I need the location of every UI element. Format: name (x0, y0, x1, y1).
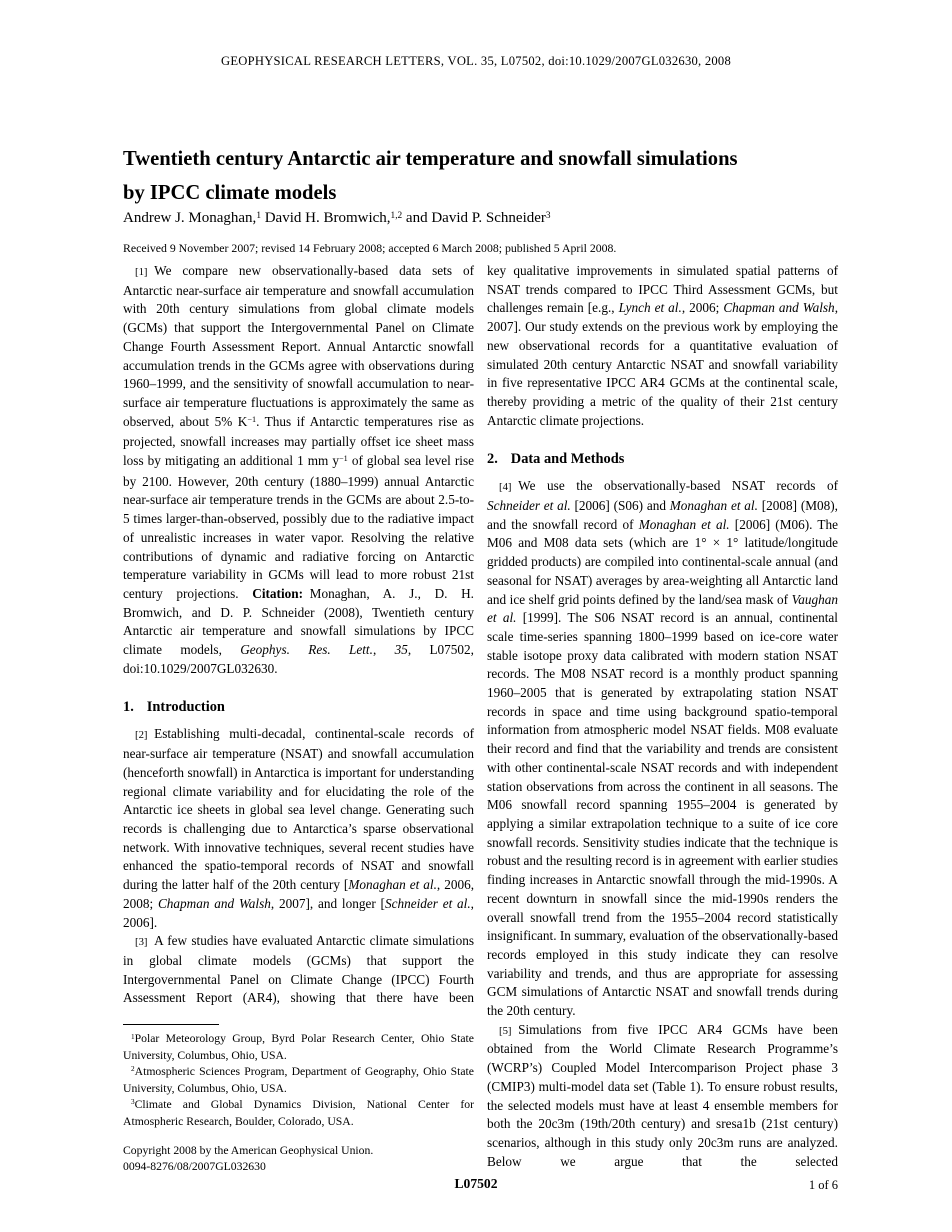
copyright-line-1: Copyright 2008 by the American Geophysical Union. (123, 1144, 374, 1158)
footnote-3: $^3$Climate and Global Dynamics Division, National Center for Atmospheric Research, Boulder, Colorado, USA. (123, 1097, 474, 1129)
abstract-paragraph: [1] We compare new observationally-based data sets of Antarctic near-surface air temperature and snowfall accumulation with 20th century simulations from global climate models (GCMs) that support the Intergovernmental Panel on Climate Change Fourth Assessment Report. Annual Antarctic snowfall accumulation trends in the GCMs agree with observations during 1960–1999, and the sensitivity of snowfall accumulation to near-surface air temperature fluctuations is approximately the same as observed, about 5% $K^{-1}$. Thus if Antarctic temperatures rise as projected, snowfall increases may partially offset ice sheet mass loss by mitigating an additional 1 mm $y^{-1}$ of global sea level rise by 2100. However, 20th century (1880–1999) annual Antarctic near-surface air temperature trends in the GCMs are about 2.5-to-5 times larger-than-observed, possibly due to the radiative impact of unrealistic increases in water vapor. Resolving the relative contributions of dynamic and radiative forcing on Antarctic temperature variability in GCMs will lead to more robust 21st century projections. Citation: Monaghan, A. J., D. H. Bromwich, and D. P. Schneider (2008), Twentieth century Antarctic air temperature and snowfall simulations by IPCC climate models, Geophys. Res. Lett., 35, L07502, doi:10.1029/2007GL032630. (123, 263, 474, 676)
page-title (123, 142, 839, 210)
journal-header: GEOPHYSICAL RESEARCH LETTERS, VOL. 35, L07502, doi:10.1029/2007GL032630, 2008 (220, 54, 732, 68)
footnote-divider (123, 1024, 219, 1025)
paragraph-5: [5] Simulations from five IPCC AR4 GCMs have been obtained from the World Climate Research Programme’s (WCRP’s) Coupled Model Intercomparison Project phase 3 (CMIP3) multi-model data set (Table 1). To ensure robust results, the selected models must have at least 4 ensemble members for both the 20c3m (19th/20th century) and sresa1b (21st century) scenarios, although in this study only 20c3m runs are analyzed. Below we argue that the selected (487, 1021, 838, 1169)
copyright-block (123, 1143, 474, 1174)
paragraph-3: [3] A few studies have evaluated Antarctic climate simulations in global climate models (GCMs) that support the Intergovernmental Panel on Climate Change (IPCC) Fourth Assessment Report (AR4), showing that there have been (123, 933, 474, 1006)
footnote-block (123, 1024, 474, 1129)
section-heading-data-methods (487, 450, 838, 468)
column-left (123, 262, 474, 1174)
section-label: Data and Methods (510, 451, 625, 468)
authors-line: Andrew J. Monaghan,$^1$ David H. Bromwich,$^{1,2}$ and David P. Schneider$^3$ (123, 210, 551, 226)
footnote-1: $^1$Polar Meteorology Group, Byrd Polar Research Center, Ohio State University, Columbus, Ohio, USA. (123, 1032, 474, 1063)
column-right (487, 262, 838, 1174)
title-line-2: by IPCC climate models (123, 182, 337, 204)
paragraph-4: [4] We use the observationally-based NSAT records of Schneider et al. [2006] (S06) and Monaghan et al. [2008] (M08), and the snowfall record of Monaghan et al. [2006] (M06). The M06 and M08 data sets (which are 1° × 1° latitude/longitude gridded products) are compiled into continental-scale annual (and seasonal for NSAT) averages by area-weighting all Antarctic land and ice shelf grid points defined by the land/sea mask of Vaughan et al. [1999]. The S06 NSAT record is an annual, continental scale time-series spanning 1800–1999 based on ice-core water stable isotope proxy data calibrated with modern station NSAT records. The M08 NSAT record is a monthly product spanning 1960–2005 that is generated by extrapolating station NSAT records in space and time using background spatio-temporal information from atmospheric model NSAT fields. M08 evaluate their record and find that the variability and trends are consistent with other continental-scale NSAT records and with independent station observations from across the continent in all seasons. The M06 snowfall record spanning 1955–2004 is generated by applying a similar extrapolation technique to a suite of ice core snowfall records. Sensitivity studies indicate that the technique is robust and the resulting record is in agreement with earlier studies finding increases in Antarctic snowfall through the mid-1990s. A recent downturn in snowfall since the mid-1990s renders the overall snowfall trend from the 1955–2004 record statistically insignificant. In summary, evaluation of the observationally-based records employed in this study indicate they can resolve variability and trends, and thus are appropriate for assessing GCM simulations of Antarctic NSAT and snowfall trends during the 20th century. (487, 478, 838, 1019)
section-number: 2. (487, 451, 498, 468)
copyright-line-2: 0094-8276/08/2007GL032630 (123, 1159, 266, 1173)
section-number: 1. (123, 699, 134, 716)
footnote-2: $^2$Atmospheric Sciences Program, Department of Geography, Ohio State University, Columbus, Ohio, USA. (123, 1064, 474, 1096)
received-line: Received 9 November 2007; revised 14 February 2008; accepted 6 March 2008; published 5 April 2008. (123, 241, 617, 255)
paragraph-2: [2] Establishing multi-decadal, continental-scale records of near-surface air temperature (NSAT) and snowfall accumulation (henceforth snowfall) in Antarctica is important for understanding regional climate variability and for elucidating the role of the Antarctic ice sheets in global sea level change. Generating such records is challenging due to Antarctica’s sparse observational network. With innovative techniques, several recent studies have enhanced the spatio-temporal records of NSAT and snowfall during the latter half of the 20th century [Monaghan et al., 2006, 2008; Chapman and Walsh, 2007], and longer [Schneider et al., 2006]. (123, 726, 475, 930)
section-heading-introduction (123, 698, 474, 716)
section-label: Introduction (146, 699, 225, 716)
continuation-paragraph: key qualitative improvements in simulated spatial patterns of NSAT trends compared to IPCC Third Assessment GCMs, but challenges remain [e.g., Lynch et al., 2006; Chapman and Walsh, 2007]. Our study extends on the previous work by employing the new observational records for a quantitative evaluation of simulated 20th century Antarctic NSAT and snowfall variability in five representative IPCC AR4 GCMs at the continental scale, thereby providing a metric of the quality of their 21st century Antarctic climate projections. (487, 263, 838, 428)
article-id-label: L07502 (454, 1176, 498, 1191)
page-number-label: 1 of 6 (808, 1178, 838, 1192)
title-line-1: Twentieth century Antarctic air temperature and snowfall simulations (123, 148, 738, 170)
two-column-body (123, 262, 839, 1174)
